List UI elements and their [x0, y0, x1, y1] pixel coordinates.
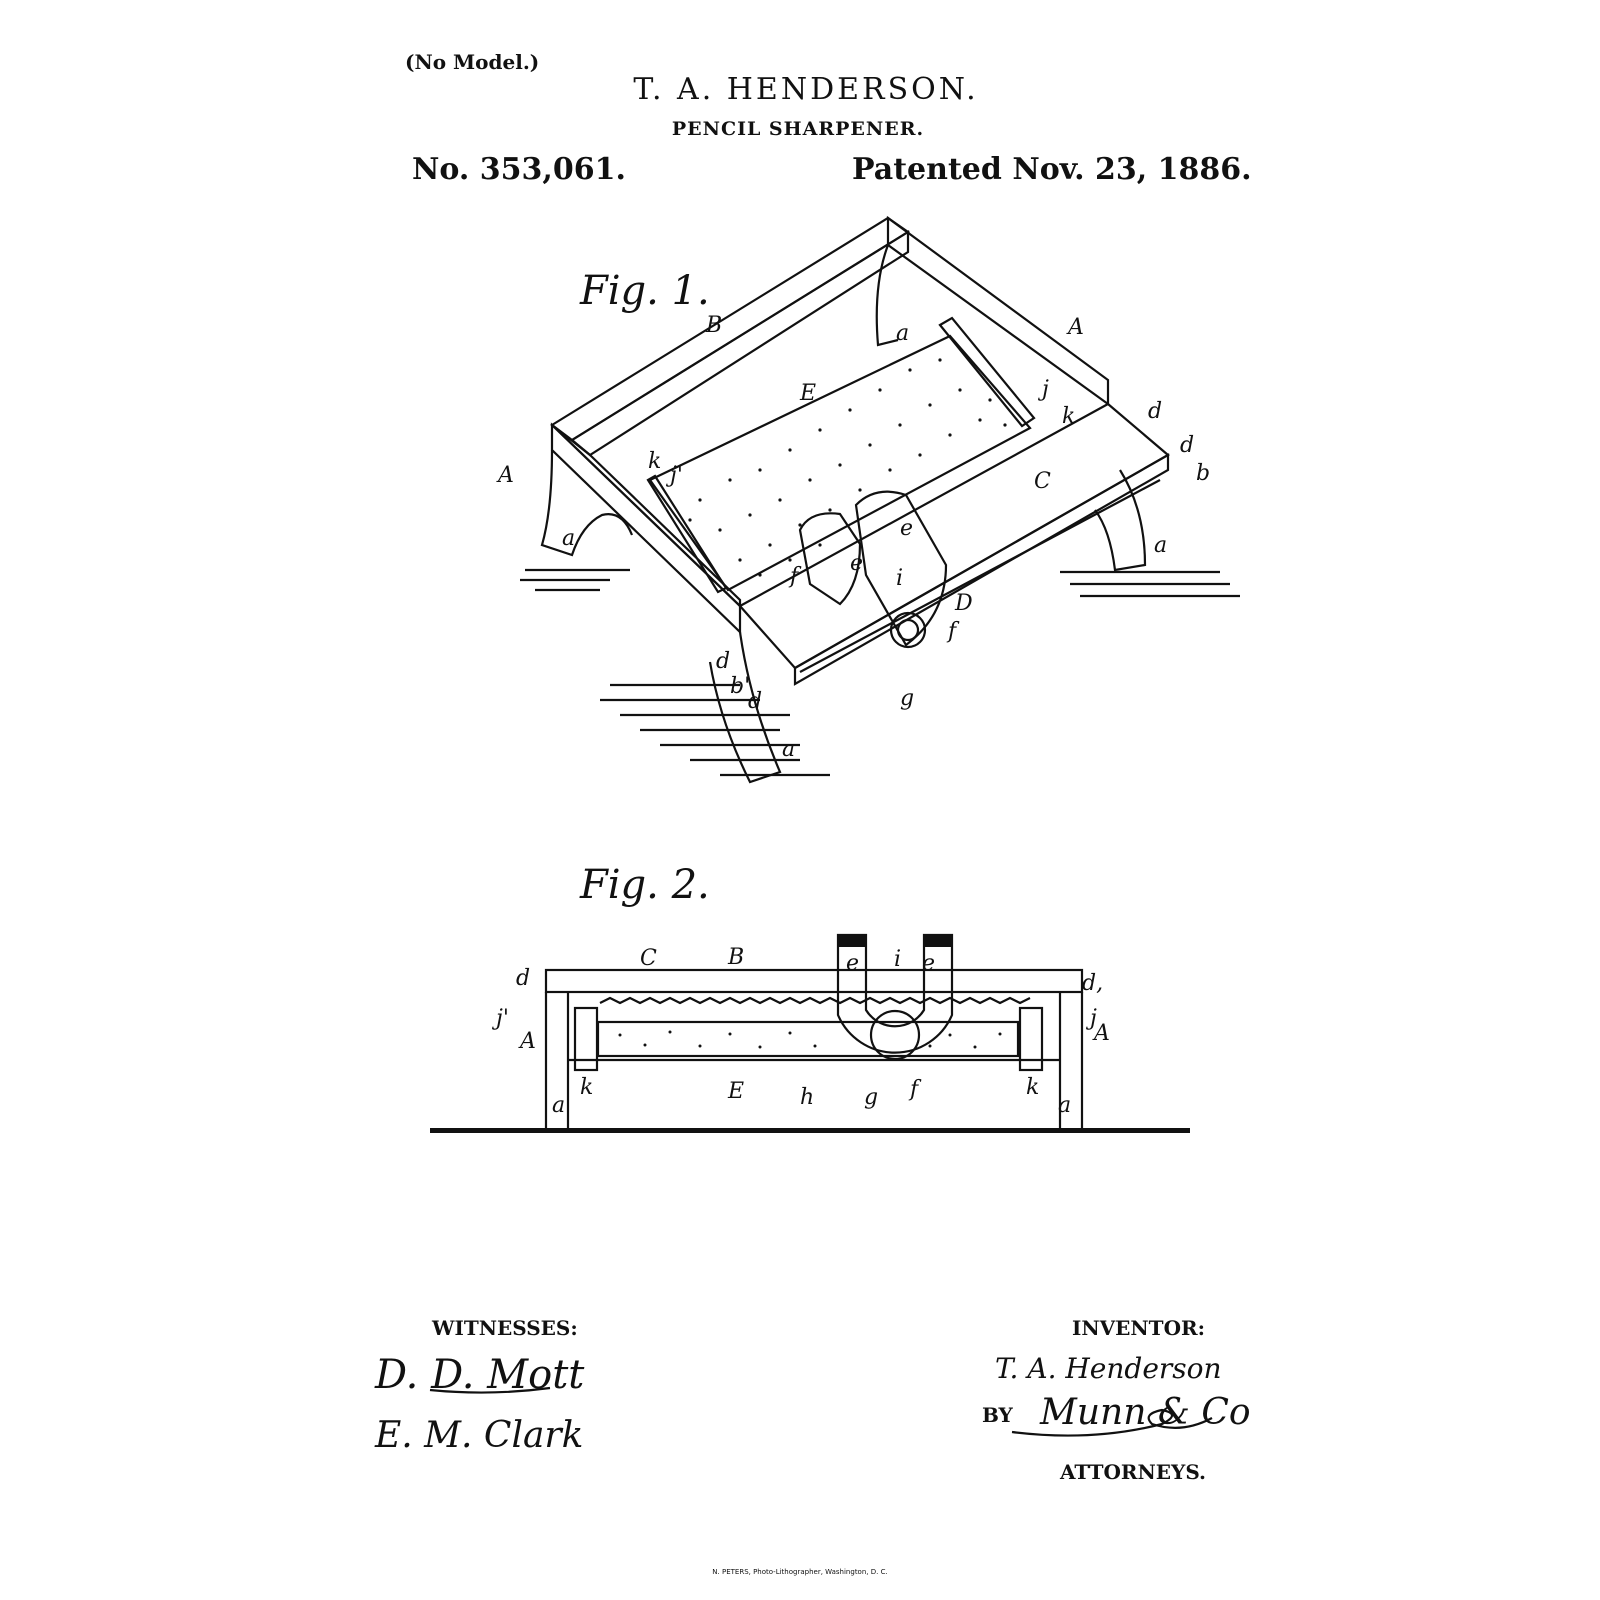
fig2-ref-label: e [846, 951, 860, 976]
printer-note: N. PETERS, Photo-Lithographer, Washington, D. C. [712, 1568, 888, 1576]
fig2-ref-label: B [728, 945, 745, 970]
patent-title: PENCIL SHARPENER. [671, 118, 925, 140]
attorneys-label: ATTORNEYS. [1060, 1460, 1207, 1484]
witness-signature-2: E. M. Clark [375, 1415, 584, 1456]
fig2-ref-label: j [1090, 1006, 1097, 1031]
fig1-ref-label: a [562, 526, 576, 551]
inventor-name: T. A. HENDERSON. [633, 72, 979, 107]
fig1-ref-label: f [790, 564, 799, 589]
fig2-ref-label: g [864, 1085, 879, 1110]
fig2-ref-label: k [580, 1075, 594, 1100]
fig1-ref-label: e [900, 516, 914, 541]
fig2-ref-label: a [552, 1093, 566, 1118]
fig1-ref-label: d [1180, 433, 1195, 458]
fig1-ref-label: f [948, 619, 957, 644]
fig1-ref-label: e [850, 551, 864, 576]
fig1-ref-label: d [748, 689, 763, 714]
fig2-ref-label: e [922, 951, 936, 976]
fig2-label: Fig. 2. [580, 862, 710, 908]
witnesses-heading: WITNESSES: [432, 1316, 578, 1340]
fig2-ref-label: A [520, 1029, 536, 1054]
fig2-ref-label: f [910, 1077, 919, 1102]
fig1-ref-label: a [896, 321, 910, 346]
fig2-ref-label: d [516, 966, 531, 991]
patent-number: No. 353,061. [412, 152, 626, 187]
fig2-ref-label: E [728, 1079, 745, 1104]
fig2-ref-label: A [1094, 1021, 1110, 1046]
fig1-ref-label: j [1042, 377, 1049, 402]
fig2-ref-label: a [1058, 1093, 1072, 1118]
fig1-ref-label: g [900, 686, 915, 711]
inventor-heading: INVENTOR: [1072, 1316, 1205, 1340]
by-label: BY [982, 1403, 1013, 1427]
fig1-ref-label: A [498, 463, 514, 488]
fig1-ref-label: i [896, 566, 904, 591]
fig1-ref-label: a [1154, 533, 1168, 558]
fig1-ref-label: k [1062, 404, 1076, 429]
fig2-ref-label: k [1026, 1075, 1040, 1100]
model-note: (No Model.) [405, 50, 540, 74]
fig1-ref-label: b [1196, 461, 1211, 486]
fig2-ref-label: j' [496, 1006, 509, 1031]
fig2-ref-label: d, [1082, 971, 1104, 996]
fig2-drawing [430, 935, 1190, 1133]
fig1-ref-label: a [782, 737, 796, 762]
fig1-ref-label: A [1068, 315, 1084, 340]
fig1-ref-label: j' [670, 463, 683, 488]
fig1-ref-label: B [706, 313, 723, 338]
fig1-ref-label: d [716, 649, 731, 674]
fig1-ref-label: d [1148, 399, 1163, 424]
witness-signature-1: D. D. Mott [375, 1352, 585, 1398]
inventor-signature: T. A. Henderson [995, 1352, 1222, 1385]
fig1-ref-label: D [955, 591, 973, 616]
patent-date: Patented Nov. 23, 1886. [852, 152, 1252, 187]
fig1-ref-label: b' [730, 674, 751, 699]
fig2-ref-label: i [894, 947, 902, 972]
attorney-signature: Munn & Co [1040, 1392, 1251, 1433]
fig1-ref-label: C [1034, 469, 1051, 494]
fig1-ref-label: E [800, 381, 817, 406]
fig2-ref-label: C [640, 946, 657, 971]
fig1-ref-label: k [648, 449, 662, 474]
fig2-ref-label: h [800, 1085, 815, 1110]
fig1-label: Fig. 1. [580, 268, 710, 314]
